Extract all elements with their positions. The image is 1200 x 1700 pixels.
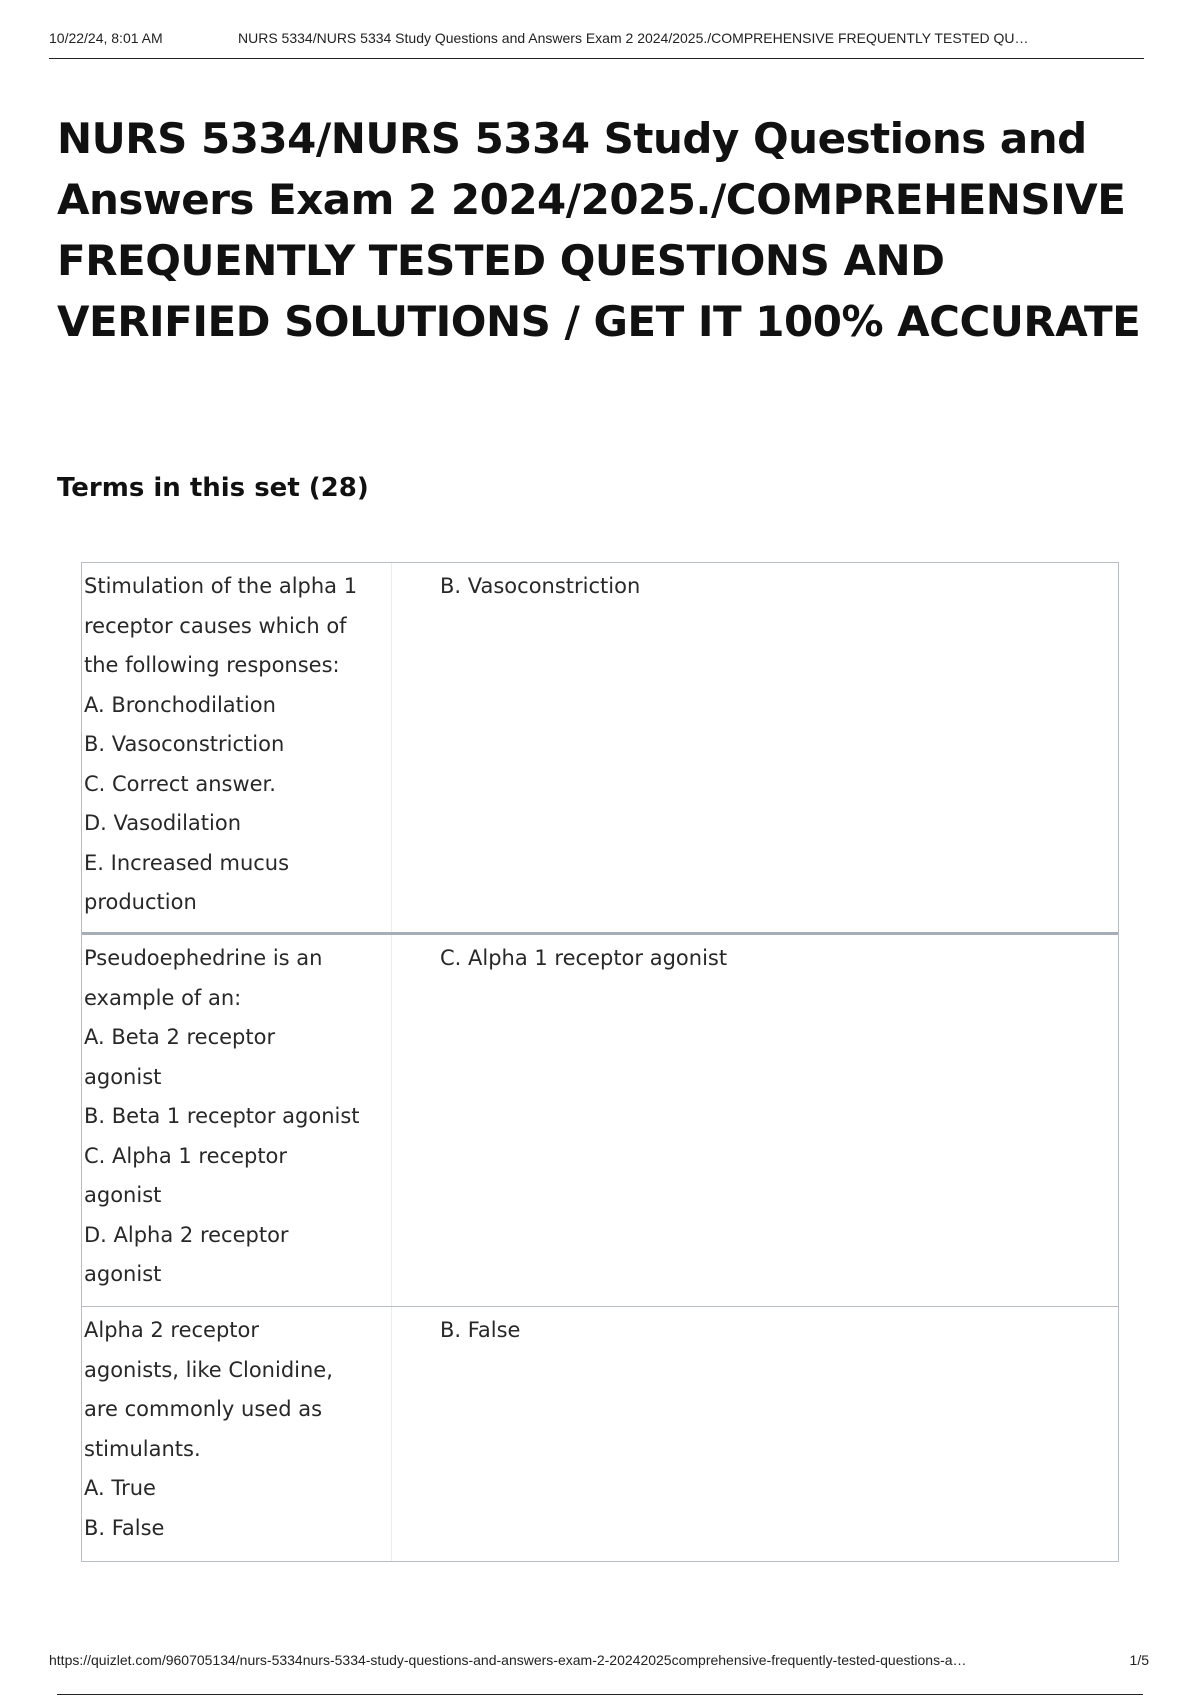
print-header	[49, 30, 1144, 59]
term-line: stimulants.	[84, 1436, 201, 1461]
term-row	[82, 1307, 1118, 1561]
terms-table	[81, 562, 1119, 1562]
term-row	[82, 935, 1118, 1307]
term-question	[82, 1307, 392, 1561]
term-line: the following responses:	[84, 653, 340, 677]
term-line: Alpha 2 receptor	[84, 1318, 260, 1342]
term-answer: B. Vasoconstriction	[440, 574, 641, 598]
term-line: E. Increased mucus	[84, 850, 290, 875]
term-line: example of an:	[84, 985, 242, 1010]
term-answer: B. False	[440, 1318, 521, 1342]
print-date: 10/22/24, 8:01 AM	[49, 30, 163, 46]
footer-divider	[57, 1694, 1143, 1695]
term-line: agonists, like Clonidine,	[84, 1357, 333, 1382]
page-number: 1/5	[1129, 1652, 1149, 1668]
page-title-line-4: VERIFIED SOLUTIONS / GET IT 100% ACCURATE	[57, 297, 1141, 346]
term-line: agonist	[84, 1183, 162, 1207]
term-line: agonist	[84, 1262, 162, 1286]
term-line: A. True	[84, 1476, 156, 1500]
term-line: Stimulation of the alpha 1	[84, 574, 358, 598]
term-line: agonist	[84, 1064, 162, 1089]
print-footer-url: https://quizlet.com/960705134/nurs-5334nurs-5334-study-questions-and-answers-exam-2-20242025comprehensive-frequently-tested-questions-a…	[49, 1652, 967, 1668]
term-line: production	[84, 890, 197, 914]
term-line: C. Alpha 1 receptor	[84, 1143, 288, 1168]
term-line: B. Beta 1 receptor agonist	[84, 1104, 360, 1128]
page-title	[57, 108, 1157, 352]
term-line: B. Vasoconstriction	[84, 732, 285, 756]
term-line: Pseudoephedrine is an	[84, 946, 323, 970]
term-line: receptor causes which of	[84, 613, 347, 638]
terms-count-heading: Terms in this set (28)	[57, 473, 369, 503]
term-line: B. False	[84, 1515, 165, 1540]
term-line: A. Bronchodilation	[84, 692, 276, 717]
term-answer: C. Alpha 1 receptor agonist	[440, 946, 728, 970]
term-line: D. Vasodilation	[84, 811, 242, 835]
page-title-line-2: Answers Exam 2 2024/2025./COMPREHENSIVE	[57, 175, 1126, 224]
term-line: C. Correct answer.	[84, 771, 276, 796]
term-line: D. Alpha 2 receptor	[84, 1222, 289, 1247]
term-question	[82, 563, 392, 932]
term-row	[82, 563, 1118, 935]
term-question	[82, 935, 392, 1306]
page-title-line-1: NURS 5334/NURS 5334 Study Questions and	[57, 114, 1087, 163]
term-line: A. Beta 2 receptor	[84, 1025, 276, 1049]
print-doc-title: NURS 5334/NURS 5334 Study Questions and Answers Exam 2 2024/2025./COMPREHENSIVE FREQUENTLY TESTED QU…	[238, 30, 1029, 46]
print-footer	[49, 1652, 1149, 1694]
term-line: are commonly used as	[84, 1397, 323, 1421]
page-title-line-3: FREQUENTLY TESTED QUESTIONS AND	[57, 236, 945, 285]
